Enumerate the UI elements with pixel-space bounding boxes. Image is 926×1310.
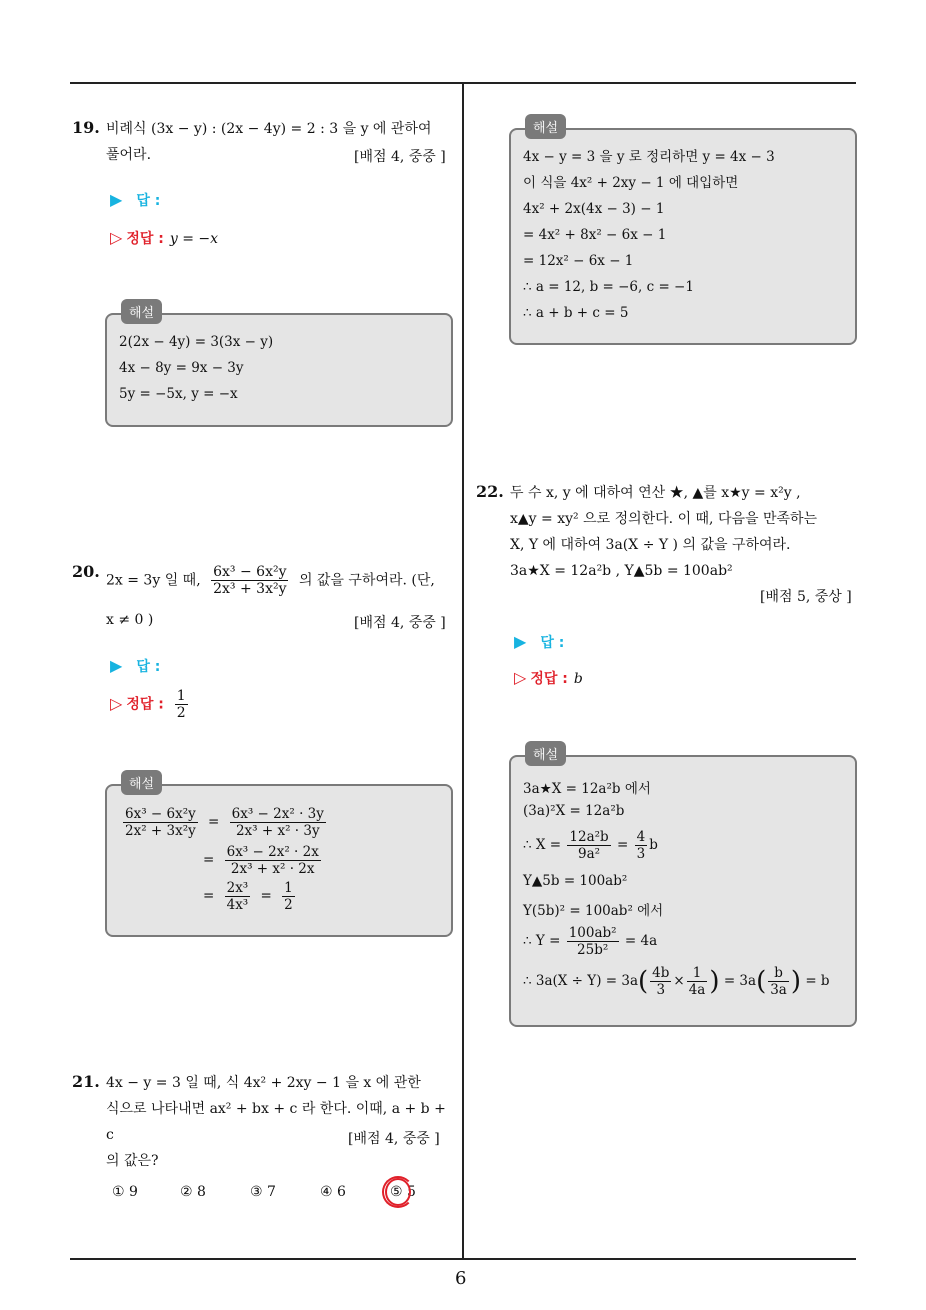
equals-sign: = (203, 852, 215, 868)
explanation-fraction (687, 965, 708, 998)
explanation-tag: 해설 (121, 770, 162, 795)
question-21-number: 21. (72, 1072, 100, 1091)
play-triangle-icon: ▶ (110, 656, 123, 675)
explanation-fraction (650, 965, 671, 998)
expression-text: = 3a (723, 973, 757, 989)
play-triangle-icon: ▶ (514, 632, 527, 651)
fraction-numerator: 100ab² (568, 925, 617, 941)
fraction-denominator: 2x³ + x² · 3y (235, 823, 320, 839)
fraction-denominator: 25b² (577, 942, 609, 958)
question-22-line3: X, Y 에 대하여 3a(X ÷ Y ) 의 값을 구하여라. (510, 537, 791, 553)
explanation-tag: 해설 (525, 741, 566, 766)
question-20-number: 20. (72, 562, 100, 581)
question-19-explanation (105, 306, 453, 427)
fraction-numerator: 6x³ − 2x² · 2x (226, 844, 319, 860)
question-21-text (106, 1070, 458, 1174)
question-22-line2: x▲y = xy² 으로 정의한다. 이 때, 다음을 만족하는 (510, 511, 818, 527)
explanation-line-1 (121, 806, 328, 839)
question-22-score: [배점 5, 중상 ] (760, 589, 852, 605)
question-22-answer-field[interactable] (514, 632, 564, 652)
explanation-line (523, 925, 657, 958)
outline-triangle-icon: ▷ (110, 693, 123, 713)
equals-sign: = (260, 888, 272, 904)
explanation-line: = 4x² + 8x² − 6x − 1 (523, 227, 667, 243)
fraction-numerator: 1 (687, 965, 708, 982)
question-21-explanation (509, 121, 857, 345)
explanation-fraction (282, 880, 295, 913)
question-21-line1: 4x − y = 3 일 때, 식 4x² + 2xy − 1 을 x 에 관한 (106, 1075, 421, 1091)
question-19-score: [배점 4, 중중 ] (354, 149, 446, 165)
explanation-lines (119, 329, 273, 407)
fraction-denominator: 2x³ + x² · 2x (230, 861, 315, 877)
expression-text: = 4a (624, 933, 658, 949)
fraction-denominator: 2x³ + 3x²y (213, 581, 287, 597)
fraction-numerator: b (768, 965, 789, 982)
fraction-numerator: 6x³ − 6x²y (125, 806, 196, 822)
question-20-score: [배점 4, 중중 ] (354, 615, 446, 631)
question-22-text (510, 480, 860, 584)
explanation-line (523, 829, 658, 862)
question-20-line2: x ≠ 0 ) (106, 612, 154, 628)
bottom-rule (70, 1258, 856, 1260)
explanation-line: ∴ a + b + c = 5 (523, 305, 629, 321)
explanation-line (523, 965, 830, 998)
explanation-line: 4x² + 2x(4x − 3) − 1 (523, 201, 665, 217)
explanation-line: (3a)²X = 12a²b (523, 803, 625, 819)
explanation-fraction (768, 965, 789, 998)
outline-triangle-icon: ▷ (514, 668, 527, 687)
choice-2[interactable]: ② 8 (180, 1184, 206, 1200)
question-20-line1 (106, 564, 462, 597)
choice-5[interactable]: ⑤ 5 (390, 1184, 416, 1200)
fraction-numerator: 1 (284, 880, 293, 896)
fraction-numerator: 6x³ − 2x² · 3y (231, 806, 324, 822)
left-paren: ( (756, 966, 767, 997)
correct-value: y = −x (169, 231, 219, 247)
choice-4[interactable]: ④ 6 (320, 1184, 346, 1200)
fraction-denominator: 2 (284, 897, 293, 913)
column-divider (462, 84, 464, 1260)
page-number: 6 (455, 1268, 467, 1289)
question-20-post: 의 값을 구하여라. (단, (298, 572, 435, 589)
question-20-fraction (211, 564, 288, 597)
expression-text: = b (805, 973, 830, 989)
left-paren: ( (638, 966, 649, 997)
explanation-line: ∴ a = 12, b = −6, c = −1 (523, 279, 694, 295)
fraction-numerator: 4b (652, 965, 670, 981)
fraction-denominator: 2 (176, 705, 186, 721)
explanation-fraction (230, 806, 326, 839)
explanation-line-3 (203, 880, 297, 913)
fraction-numerator: 4 (636, 829, 646, 845)
fraction-denominator: 4a (688, 982, 706, 998)
correct-value: b (573, 671, 583, 687)
choice-3[interactable]: ③ 7 (250, 1184, 276, 1200)
equals-sign: = (208, 814, 220, 830)
explanation-fraction (567, 925, 619, 958)
question-22-line4: 3a★X = 12a²b , Y▲5b = 100ab² (510, 563, 733, 579)
correct-fraction (175, 688, 188, 721)
explanation-line: 4x − 8y = 9x − 3y (119, 360, 244, 376)
question-19-answer-field[interactable] (110, 190, 160, 210)
question-22-explanation (509, 748, 857, 1027)
fraction-denominator: 3 (636, 846, 646, 862)
question-21-line2: 식으로 나타내면 ax² + bx + c 라 한다. 이때, a + b + c (106, 1101, 446, 1143)
explanation-fraction (225, 844, 321, 877)
selected-answer-swirl-icon (382, 1176, 414, 1208)
explanation-line: Y▲5b = 100ab² (523, 873, 628, 889)
equals-sign: = (203, 888, 215, 904)
question-22-correct (514, 668, 583, 688)
question-21-score: [배점 4, 중중 ] (348, 1131, 440, 1147)
question-19-line2: 풀어라. (106, 147, 152, 163)
explanation-line: 5y = −5x, y = −x (119, 386, 238, 402)
question-20-explanation (105, 777, 453, 937)
question-22-number: 22. (476, 482, 504, 501)
times-sign: × (673, 973, 685, 989)
fraction-denominator: 2x² + 3x²y (125, 823, 196, 839)
correct-label: 정답 : (126, 231, 164, 247)
fraction-numerator: 12a²b (569, 829, 609, 845)
correct-label: 정답 : (530, 671, 568, 687)
explanation-tag: 해설 (525, 114, 566, 139)
expression-text: b (649, 837, 658, 853)
explanation-line: 이 식을 4x² + 2xy − 1 에 대입하면 (523, 175, 739, 191)
explanation-tag: 해설 (121, 299, 162, 324)
fraction-numerator: 2x³ (226, 880, 249, 896)
expression-text: ∴ X = (523, 837, 562, 853)
explanation-fraction (635, 829, 648, 862)
explanation-fraction (567, 829, 610, 862)
fraction-denominator: 4x³ (226, 897, 249, 913)
right-paren: ) (790, 966, 802, 997)
question-19-number: 19. (72, 118, 100, 137)
explanation-line: Y(5b)² = 100ab² 에서 (523, 903, 664, 919)
explanation-line: 2(2x − 4y) = 3(3x − y) (119, 334, 274, 350)
question-19-line1: 비례식 (3x − y) : (2x − 4y) = 2 : 3 을 y 에 관하여 (106, 121, 432, 137)
answer-label: 답 : (136, 193, 161, 209)
fraction-denominator: 3 (656, 982, 666, 998)
play-triangle-icon: ▶ (110, 190, 123, 209)
equals-sign: = (616, 837, 629, 853)
question-20-pre: 2x = 3y 일 때, (106, 572, 201, 589)
outline-triangle-icon: ▷ (110, 228, 123, 247)
explanation-line: 3a★X = 12a²b 에서 (523, 781, 651, 797)
fraction-numerator: 1 (176, 688, 186, 704)
explanation-line: = 12x² − 6x − 1 (523, 253, 634, 269)
expression-text: ∴ 3a(X ÷ Y) = 3a (523, 973, 639, 989)
right-paren: ) (709, 966, 720, 997)
question-19-correct (110, 228, 218, 248)
fraction-numerator: 6x³ − 6x²y (213, 564, 287, 580)
answer-label: 답 : (136, 659, 161, 675)
explanation-fraction (225, 880, 251, 913)
answer-label: 답 : (540, 635, 565, 651)
expression-text: ∴ Y = (523, 933, 561, 949)
explanation-line: 4x − y = 3 을 y 로 정리하면 y = 4x − 3 (523, 149, 775, 165)
question-20-correct (110, 688, 190, 721)
explanation-fraction (123, 806, 198, 839)
choice-1[interactable]: ① 9 (112, 1184, 138, 1200)
explanation-lines (523, 144, 775, 326)
question-22-line1: 두 수 x, y 에 대하여 연산 ★, ▲를 x★y = x²y , (510, 485, 801, 501)
question-20-answer-field[interactable] (110, 656, 160, 676)
explanation-line-2 (203, 844, 323, 877)
question-21-line3: 의 값은? (106, 1153, 159, 1169)
fraction-denominator: 9a² (578, 846, 601, 862)
fraction-denominator: 3a (770, 982, 787, 998)
correct-label: 정답 : (126, 696, 164, 713)
